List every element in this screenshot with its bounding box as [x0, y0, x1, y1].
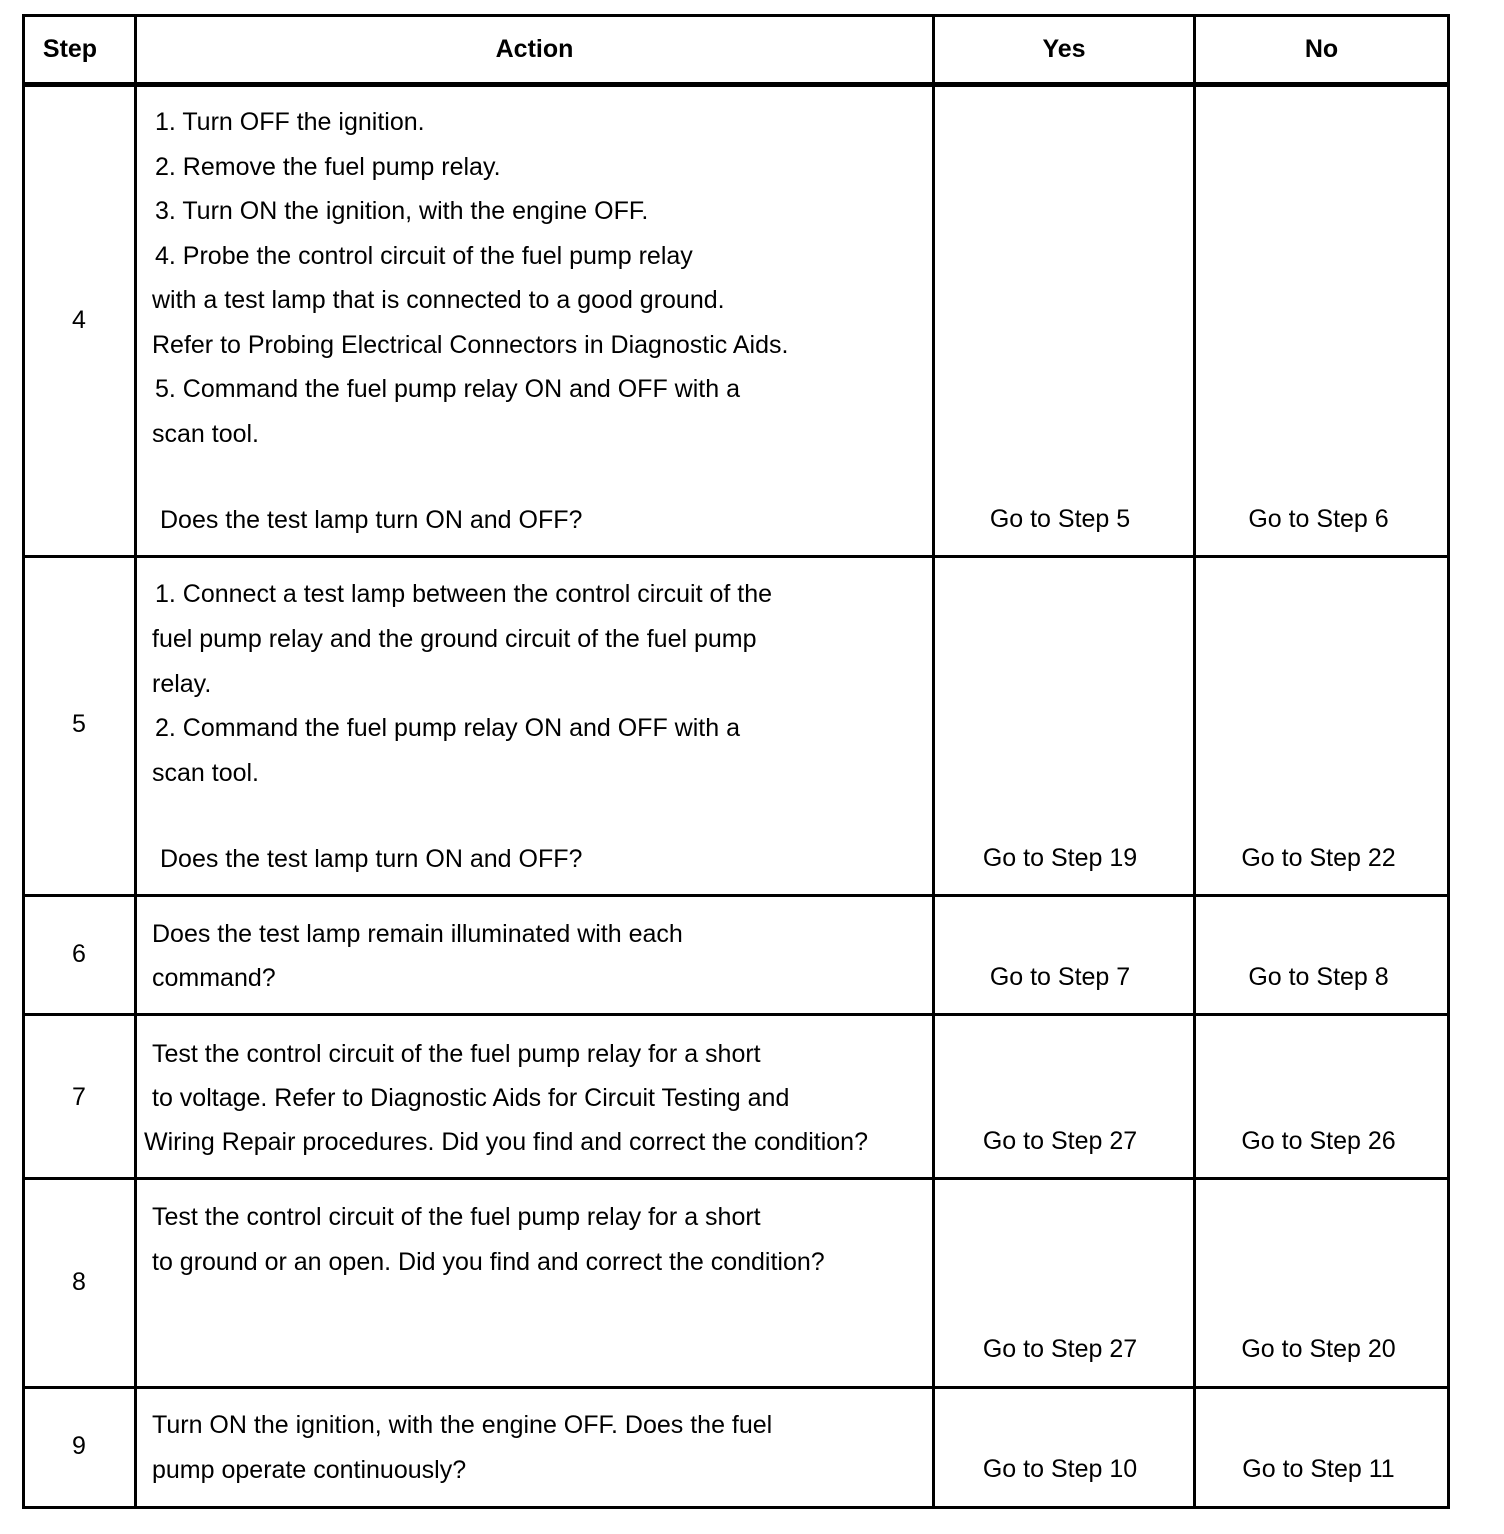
- yes-result: Go to Step 19: [982, 844, 1138, 872]
- header-no: No: [1304, 35, 1339, 63]
- no-result: Go to Step 26: [1241, 1127, 1396, 1155]
- action-line: pump operate continuously?: [152, 1456, 467, 1484]
- step-number: 5: [72, 710, 86, 738]
- action-line: to voltage. Refer to Diagnostic Aids for Circuit Testing and: [152, 1084, 790, 1112]
- action-line: Test the control circuit of the fuel pump relay for a short: [152, 1040, 761, 1068]
- step-number: 4: [72, 306, 86, 334]
- yes-result: Go to Step 27: [982, 1127, 1138, 1155]
- action-question: Does the test lamp turn ON and OFF?: [160, 506, 583, 534]
- action-line: Refer to Probing Electrical Connectors in Diagnostic Aids.: [152, 331, 789, 359]
- row-divider: [22, 1386, 1450, 1389]
- action-question: Does the test lamp turn ON and OFF?: [160, 845, 583, 873]
- action-line: 4. Probe the control circuit of the fuel pump relay: [155, 242, 693, 270]
- step-number: 9: [72, 1432, 86, 1460]
- row-divider: [22, 85, 1450, 87]
- action-line: Turn ON the ignition, with the engine OFF. Does the fuel: [152, 1411, 773, 1439]
- yes-result: Go to Step 7: [989, 963, 1131, 991]
- row-divider: [22, 894, 1450, 897]
- action-line: Wiring Repair procedures. Did you find and correct the condition?: [144, 1128, 868, 1156]
- action-line: command?: [152, 964, 276, 992]
- column-divider: [1193, 14, 1196, 1509]
- header-step: Step: [42, 35, 98, 63]
- column-divider: [932, 14, 935, 1509]
- action-line: Test the control circuit of the fuel pump relay for a short: [152, 1203, 761, 1231]
- header-yes: Yes: [1042, 35, 1086, 63]
- action-line: 1. Connect a test lamp between the control circuit of the: [155, 580, 773, 608]
- action-line: fuel pump relay and the ground circuit of the fuel pump: [152, 625, 757, 653]
- no-result: Go to Step 22: [1241, 844, 1396, 872]
- action-line: to ground or an open. Did you find and correct the condition?: [152, 1248, 825, 1276]
- no-result: Go to Step 6: [1248, 505, 1389, 533]
- no-result: Go to Step 11: [1242, 1455, 1395, 1483]
- action-line: relay.: [152, 670, 212, 698]
- action-line: 2. Remove the fuel pump relay.: [155, 153, 501, 181]
- action-line: Does the test lamp remain illuminated with each: [152, 920, 683, 948]
- action-line: 5. Command the fuel pump relay ON and OFF with a: [155, 375, 740, 403]
- row-divider: [22, 555, 1450, 558]
- step-number: 8: [72, 1268, 86, 1296]
- no-result: Go to Step 20: [1241, 1335, 1396, 1363]
- step-number: 6: [72, 940, 86, 968]
- yes-result: Go to Step 10: [982, 1455, 1138, 1483]
- table-border-right: [1447, 14, 1450, 1509]
- row-divider: [22, 1013, 1450, 1016]
- yes-result: Go to Step 5: [989, 505, 1131, 533]
- no-result: Go to Step 8: [1248, 963, 1389, 991]
- table-border-top: [22, 14, 1450, 17]
- action-line: 1. Turn OFF the ignition.: [155, 108, 425, 136]
- header-action: Action: [495, 35, 574, 63]
- yes-result: Go to Step 27: [982, 1335, 1138, 1363]
- step-number: 7: [72, 1083, 86, 1111]
- action-line: scan tool.: [152, 420, 260, 448]
- table-border-bottom: [22, 1506, 1450, 1509]
- diagnostic-table: [22, 14, 1450, 1509]
- action-line: 3. Turn ON the ignition, with the engine OFF.: [155, 197, 649, 225]
- action-line: 2. Command the fuel pump relay ON and OFF with a: [155, 714, 740, 742]
- row-divider: [22, 1177, 1450, 1180]
- action-line: scan tool.: [152, 759, 260, 787]
- action-line: with a test lamp that is connected to a good ground.: [152, 286, 725, 314]
